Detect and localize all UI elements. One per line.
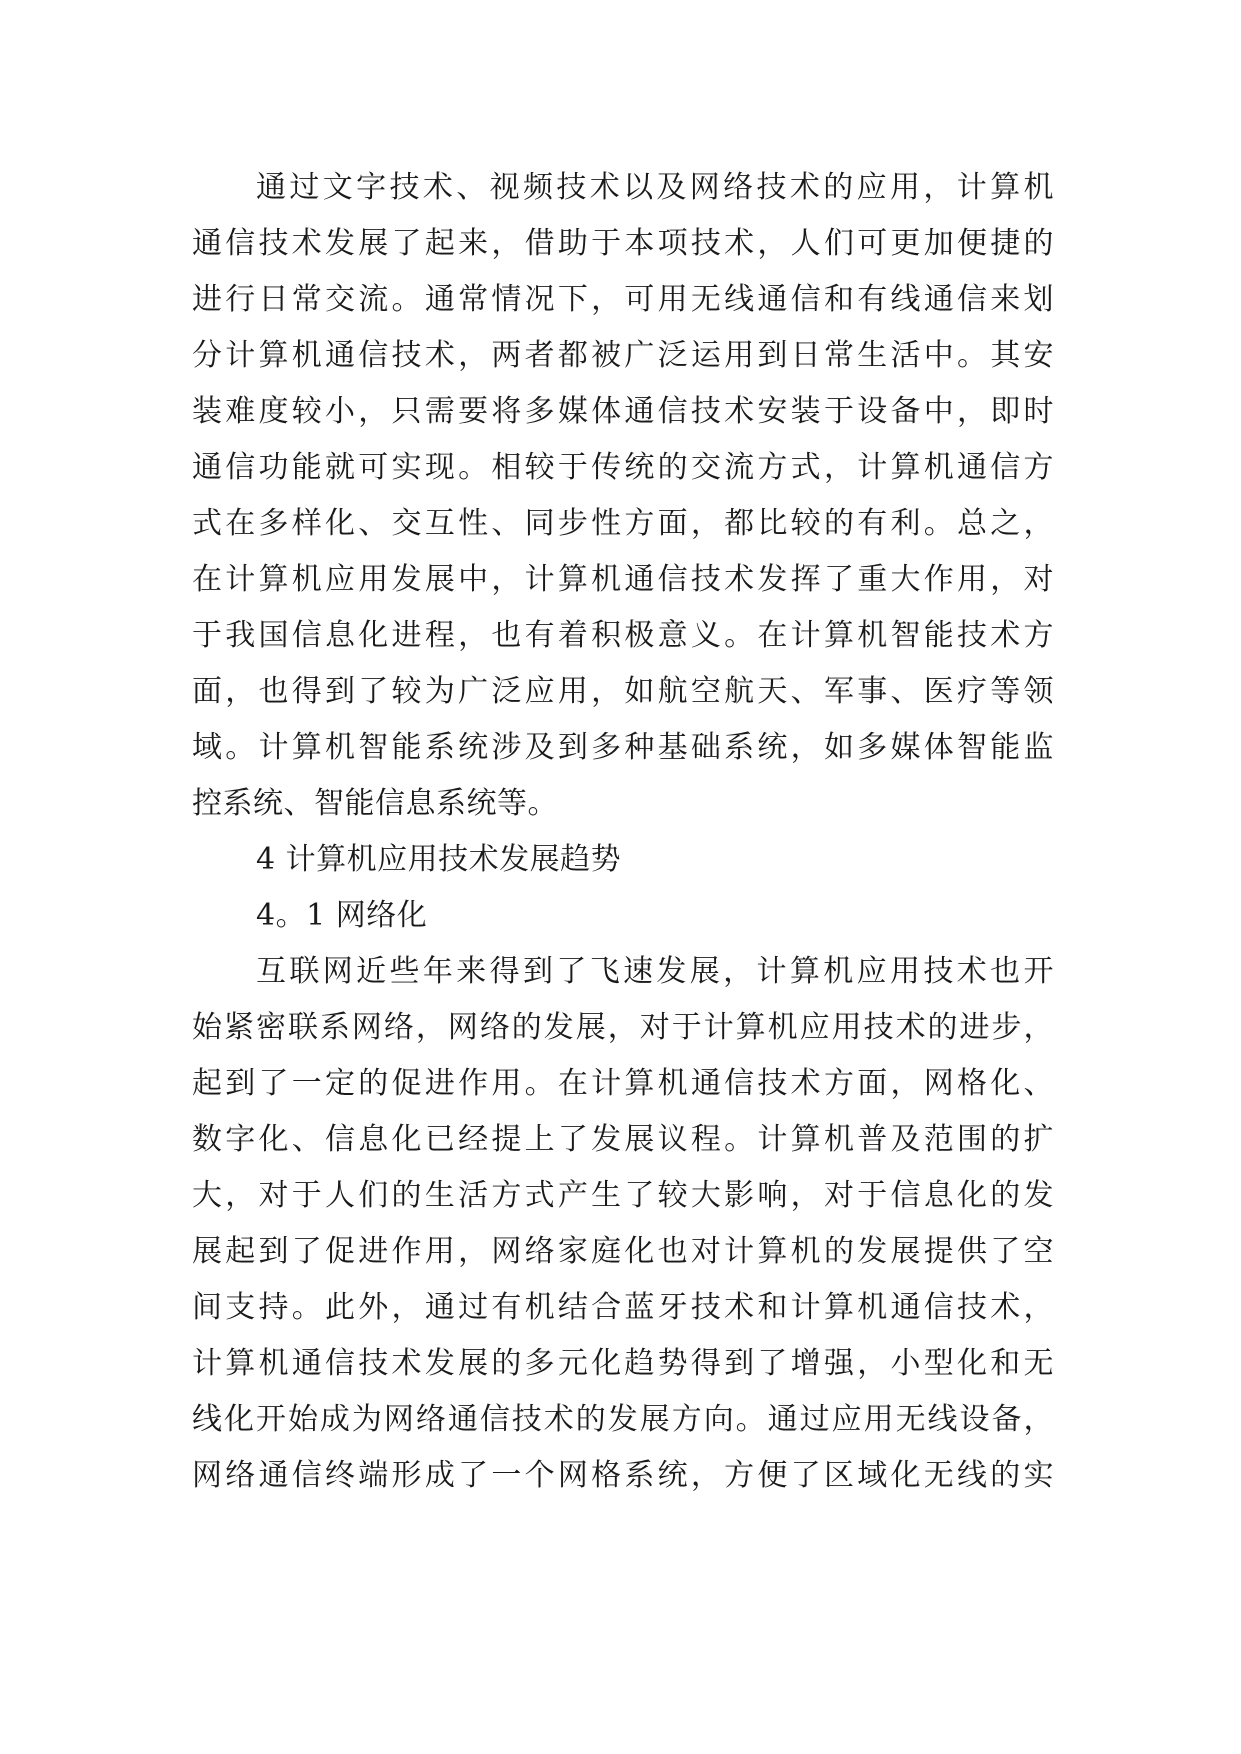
paragraph-line: 通过文字技术、视频技术以及网络技术的应用，计算机 — [256, 170, 1054, 205]
paragraph-line: 起到了一定的促进作用。在计算机通信技术方面，网格化、 — [192, 1066, 1054, 1101]
paragraph-line: 控系统、智能信息系统等。 — [192, 786, 558, 821]
paragraph-line: 装难度较小，只需要将多媒体通信技术安装于设备中，即时 — [192, 394, 1054, 429]
paragraph-line: 进行日常交流。通常情况下，可用无线通信和有线通信来划 — [192, 282, 1054, 317]
subsection-heading: 4。1 网络化 — [256, 898, 428, 933]
paragraph-line: 在计算机应用发展中，计算机通信技术发挥了重大作用，对 — [192, 562, 1054, 597]
section-heading: 4 计算机应用技术发展趋势 — [256, 842, 622, 877]
paragraph-line: 数字化、信息化已经提上了发展议程。计算机普及范围的扩 — [192, 1122, 1054, 1157]
paragraph-line: 间支持。此外，通过有机结合蓝牙技术和计算机通信技术， — [192, 1290, 1054, 1325]
paragraph-line: 网络通信终端形成了一个网格系统，方便了区域化无线的实 — [192, 1458, 1054, 1493]
paragraph-line: 始紧密联系网络，网络的发展，对于计算机应用技术的进步， — [192, 1010, 1054, 1045]
paragraph-line: 于我国信息化进程，也有着积极意义。在计算机智能技术方 — [192, 618, 1054, 653]
paragraph-line: 分计算机通信技术，两者都被广泛运用到日常生活中。其安 — [192, 338, 1054, 373]
paragraph-line: 大，对于人们的生活方式产生了较大影响，对于信息化的发 — [192, 1178, 1054, 1213]
paragraph-line: 面，也得到了较为广泛应用，如航空航天、军事、医疗等领 — [192, 674, 1054, 709]
paragraph-line: 域。计算机智能系统涉及到多种基础系统，如多媒体智能监 — [192, 730, 1054, 765]
paragraph-line: 线化开始成为网络通信技术的发展方向。通过应用无线设备， — [192, 1402, 1054, 1437]
paragraph-line: 通信技术发展了起来，借助于本项技术，人们可更加便捷的 — [192, 226, 1054, 261]
paragraph-line: 式在多样化、交互性、同步性方面，都比较的有利。总之， — [192, 506, 1054, 541]
paragraph-line: 互联网近些年来得到了飞速发展，计算机应用技术也开 — [256, 954, 1054, 989]
paragraph-line: 通信功能就可实现。相较于传统的交流方式，计算机通信方 — [192, 450, 1054, 485]
paragraph-line: 展起到了促进作用，网络家庭化也对计算机的发展提供了空 — [192, 1234, 1054, 1269]
paragraph-line: 计算机通信技术发展的多元化趋势得到了增强，小型化和无 — [192, 1346, 1054, 1381]
